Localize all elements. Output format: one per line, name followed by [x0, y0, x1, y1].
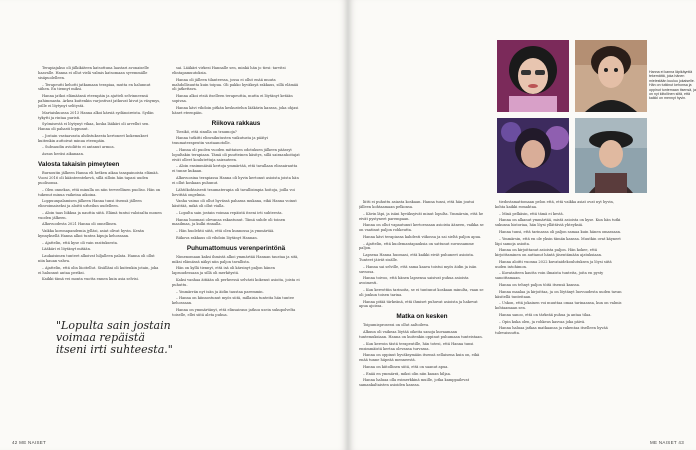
pullquote-text: "Lopulta sain jostain voimaa repäistä itseni irti suhteesta."	[56, 319, 173, 356]
left-col1-body	[38, 171, 162, 282]
paragraph: – Opin kuka olen, ja rohkeus kasvaa joka päivä.	[499, 319, 586, 324]
paragraph: Hanna toivoo, että hänen lapsensa saisivat puhua asioista avoimesti.	[359, 276, 469, 286]
paragraph: Nimenomaan kaksi ihmistä alkoi ymmärtää Hannan taustaa ja sitä, miksi elämässä näkyi niin paljon tavallista.	[172, 254, 299, 264]
paragraph: Hanna tunsi, että tarinassa oli paljon samaa kuin hänen omassaan.	[499, 229, 622, 234]
paragraph: Lääkäri ei löytänyt mitään.	[42, 247, 92, 252]
paragraph: Hanna alkoi etsiä itselleen terapeuttia, mutta ei löytänyt ketään sopivaa.	[172, 94, 293, 104]
right-page	[349, 0, 696, 450]
paragraph: – Hanna oli puolen vuoden mittaisen odotuksen jälkeen päässyt lopultakin terapiaan. Tämä oli puutteinen käsitys, sillä sairaanhoitajat eivät olleet koulutettuja sairauteen.	[172, 147, 300, 162]
paragraph: Hanna on ymmärtänyt, että elinsairaus jatkuu usein sukupolvelta toiselle, ellei siitä aleta puhua.	[172, 307, 296, 317]
heading-valosta: Valosta takaisin pimeyteen	[38, 161, 120, 169]
left-footer: 42 ME NAISET	[12, 440, 47, 445]
paragraph: Lapsena Hanna huomasi, että kaikki eivät puhuneet asioista. Tunteet jäivät sisälle.	[359, 253, 475, 263]
paragraph: Hanna tutkitti elinvaikutusten vaikutusta ja päätyi traumaterapeutin vastaanotolle.	[172, 136, 268, 146]
paragraph: Hanna haluaa jatkaa matkaansa ja rakentaa itselleen hyvää tulevaisuutta.	[495, 326, 608, 336]
paragraph: liitti ei puhuttu asiasta koskaan. Hanna tunsi, että hän joutui jälleen kohtaamaan pelkonsa.	[359, 200, 474, 209]
paragraph: – Subsaudin avioliitto ei antanut armoa.	[42, 145, 115, 150]
paragraph: Vaikka koronapandemia jylläsi, asiat olivat hyvin. Kesän kynnyksellä Hanna alkoi tuntea kipuja kehossaan.	[38, 229, 144, 239]
paragraph: – Hän huolehtii siitä, että olen kunnossa ja ymmärtää.	[176, 229, 275, 234]
paragraph: – Jostain vastaavasta ahdistuksesta kertoneet kokemukset kuitenkin auttoivat minua eteenpäin.	[38, 133, 149, 143]
paragraph: – Ymmärrän nyt isän ja äidin taustaa paremmin.	[176, 289, 264, 294]
paragraph: – Ajattelin, että kyse oli vain rasituksesta.	[42, 240, 119, 245]
paragraph: – Ymmärsin, että en ole yksin tämän kanssa. Muutkin ovat käyneet läpi samoja asioita.	[495, 236, 621, 246]
paragraph: Hanna aloitti vuonna 2022 kuvataidekoulutuksen ja löysi siitä uuden intohimon.	[495, 259, 612, 269]
photo-portrait-lower	[497, 118, 569, 193]
pullquote	[56, 320, 176, 356]
left-col2-intro	[172, 66, 300, 116]
paragraph: – Minä pelkäsin, että tämä ei kestä.	[499, 211, 564, 216]
paragraph: – Hanna sai selville, että sama kaava toistui myös äidin ja isän suvussa.	[359, 264, 477, 274]
paragraph: Loppuunpalamisen jälkeen Hanna tunsi itsensä jälleen elinvoimaiseksi ja aloitti urheilun uudelleen.	[38, 199, 142, 209]
paragraph: Hanna on kiitollinen siitä, että on saanut apua.	[363, 364, 449, 369]
paragraph: – Enää en ymmärrä, miksi olin niin kauan hiljaa.	[363, 371, 451, 376]
heading-riikova: Riikova rakkaus	[211, 119, 261, 127]
paragraph: – Hanna on kiinnostunut myös siitä, millaisia tunteita hän tuntee kehossaan.	[172, 296, 295, 306]
left-column-2	[172, 66, 300, 421]
left-page	[0, 0, 347, 450]
paragraph: Hanna on tehnyt paljon töitä itsensä kanssa.	[499, 283, 581, 288]
paragraph: Avaus heräsi aikanaan.	[42, 152, 85, 157]
paragraph: Tiesikö, että sinulla on traumoja?	[176, 129, 237, 134]
right-cola-body	[359, 323, 485, 388]
photo-portrait-top	[497, 40, 569, 112]
paragraph: – Aloin taas liikkua ja nauttia siitä. Elämä tuntui valoisalta monen vuoden jälkeen.	[38, 210, 162, 220]
paragraph: – Uskon, että jokainen voi muuttaa omaa tarinaansa, kun on valmis kohtaamaan sen.	[495, 301, 622, 311]
paragraph: Vanha vaimo oli ollut hyvässä pahassa mukana, eikä Hanna voinut käsittää, mikä oli ollut vialla.	[172, 199, 297, 209]
paragraph: Hanna kävi terapiassa kahdesti viikossa ja sai sieltä paljon apua.	[363, 234, 482, 239]
paragraph: Riikova rakkaus oli vihdoin löytänyt Hannan.	[176, 235, 258, 240]
paragraph: Hanna jatkoi elämäänsä eteenpäin ja ajatteli selvinneensä pahimmasta. Arkea kuitenkin varjostivat jatkuvat kivut ja väsymys, joille ei löytynyt selitystä.	[38, 94, 161, 108]
right-cola-intro	[359, 200, 485, 309]
paragraph: Alkuvuosina terapiassa Hanna oli hyvin kertonut asioista joista hän ei ollut koskaan puhunut.	[172, 175, 299, 185]
paragraph: Syömisestä ei löytynyt vikaa, koska lääkäri oli arvellut sen. Hanna oli pahasti loppunut.	[38, 122, 150, 132]
paragraph: – Kävin läpi, ja isäni hyväksyivät minut lopulta. Ymmärsin, että he eivät pystyneet parempaan.	[359, 211, 484, 221]
paragraph: Terapiajakso oli jälkikäteen katsottuna laastari avonaiselle haavalle. Hanna ei ollut vielä valmis katsomaan syvemmälle sisäpuolelleen.	[38, 66, 149, 80]
right-colb-body	[495, 200, 623, 336]
heading-matka: Matka on kesken	[396, 313, 448, 321]
paragraph: – Terapeutti kehotti jatkamaan terapiaa, mutta en halunnut siihen. En tiennyt miksi.	[38, 82, 151, 92]
photo-caption: Hanna ei kanna läpikäyntiä tekemättä, joka hänen mielestään kuuluu jokaiselle. Hän on tutkinut kehonsa ja oppinut tuntemaan itsensä, ja on nyt kiitollinen siitä, että kaikki on mennyt hyvin.	[649, 70, 696, 101]
paragraph: – Kun kerroin tästä terapeutille, hän totesi, että Hanna tunsi ensimmäistä kertaa olevansa turvassa.	[359, 341, 474, 351]
right-column-a	[359, 200, 485, 425]
paragraph: Burnoutin jälkeen Hanna eli hetken aikaa tasapainoista elämää. Vuosi 2016 oli käänteentekevä, sillä silloin hän tapasi uuden puolisonsa.	[38, 171, 159, 185]
paragraph: – Ajattelin, että olin liioitellut. Sisälläni oli kuitenkin jotain, joka ei halunnut antaa periksi.	[38, 265, 159, 275]
paragraph: – Kuvataiteen kautta voin ilmaista tunteita, joita en pysty sanoittamaan.	[495, 271, 604, 281]
paragraph: tiedostamattomaan pelon että, että vaikka asiat ovat nyt hyvin, kohta kaikki romahtaa.	[495, 200, 614, 209]
paragraph: Hanna haluaa olla esimerkkinä muille, jotka kamppailevat samankaltaisten asioiden kanssa.	[359, 378, 470, 388]
paragraph: – Ajattelin, että kuolemantapauksia on sattunut suvussamme paljon.	[359, 241, 474, 251]
paragraph: Hanna sanoo, että on tärkeää puhua ja antaa tilaa.	[499, 312, 592, 317]
right-footer: ME NAISET 43	[649, 440, 684, 445]
paragraph: Martaiskuussa 2013 Hanna alkoi kärsiä sydänoireista. Sydän tykytti ja rintaa puristi.	[38, 110, 154, 120]
paragraph: Hanna on oppinut hyväksymään itsensä sellaisena kuin on, eikä enää tunne häpeää menneestä.	[359, 353, 480, 363]
heading-puhumattomuus: Puhumattomuus verenperintönä	[186, 244, 286, 252]
paragraph: Hän on kyllä tiennyt, että isä oli kärsinyt paljon hänen lapsuudessaan ja sillä oli merkitystä.	[172, 266, 275, 276]
photo-portrait-hat	[575, 118, 647, 193]
paragraph: Alkuun oli vaikeaa löytää oikeita sanoja kuvaamaan tuntemuksiaan. Hanna on kuitenkin oppinut puhumaan tunteistaan.	[359, 330, 483, 339]
paragraph: Hanna huomasi olevansa rakastunut. Tämä suhde oli toinen maailmaa, ja kulki rinnalla.	[172, 217, 286, 227]
paragraph: – Aloin ensimmäisiä kertoja ymmärtää, että tavallaan elinsairautta ei tunne kukaan.	[172, 164, 298, 174]
paragraph: – Olen onnekas, että minulla on niin terveellinen puoliso. Hän on tukenut minua vaikeina aikoina.	[38, 187, 161, 197]
right-column-c	[631, 200, 686, 425]
paragraph: Kaikki tämä vei monta vuotta ennen kuin asia selvisi.	[42, 277, 139, 282]
paragraph: sai. Lääkäri virkesi Hannalle sen, minkä hän jo tiesi: tarvitsi elintapamuutoksia.	[172, 66, 286, 75]
left-col2-body2	[172, 255, 300, 318]
paragraph: – Lopulta sain jostain voimaa repäistä itseni irti suhteesta.	[176, 210, 283, 215]
left-col2-body	[172, 130, 300, 241]
paragraph: Alkuvuodesta 2021 Hanna oli onnellinen.	[42, 222, 118, 227]
left-col1-intro	[38, 66, 162, 157]
paragraph: Laukaisimen tunteet alkoivat hiljalleen palata. Hanna oli ollut niin kauan vahva.	[38, 254, 155, 264]
right-column-b	[495, 200, 623, 425]
left-column-1	[38, 66, 162, 421]
paragraph: Lähtökohtaisesti traumaterapia oli tavallisimpia hoitoja, joilla voi lievittää ongelmia.	[172, 187, 295, 197]
paragraph: Hanna kävi vihdoin pitkän keskustelun lääkärin kanssa, joka ohjasi hänet eteenpäin.	[172, 105, 299, 115]
paragraph: Hanna on kirjoittanut asioista paljon. Hän kokee, että kirjoittaminen on auttanut häntä jäsentämään ajatuksiaan.	[495, 248, 603, 258]
paragraph: – Kun kerrottiin tarinoita, se ei tuntunut koskaan minulta, vaan se oli jonkun toisen tarina.	[359, 287, 484, 297]
paragraph: Hanna pitää tärkeänä, että ihmiset puhuvat asioista ja hakevat apua ajoissa.	[359, 299, 478, 309]
paragraph: Hanna on alkanut ymmärtää, mistä asioista on kyse. Kun hän tutki sukunsa historiaa, hän löysi yllättäviä yhteyksiä.	[495, 218, 621, 228]
paragraph: Hanna oli jälleen tilanteessa, jossa ei ollut enää muuta mahdollisuutta kuin toipua. Oli pakko hyväksyä rakkaus, sillä elämää oli jatkettava.	[172, 77, 299, 92]
paragraph: Toipumisprosessi on ollut aaltoileva.	[363, 323, 430, 328]
paragraph: Hanna on ollut vapautunut kertoessaan asioista ääneen, vaikka se on vaatinut paljon rohkeutta.	[359, 223, 484, 233]
photo-portrait-right	[575, 40, 647, 112]
paragraph: Kaksi vanhaa äitiään oli perheessä selvästi kokenut asioita, joista ei puhuttu.	[172, 277, 300, 287]
paragraph: Hanna maalaa ja kirjoittaa, ja on löytänyt luovuudesta uuden tavan käsitellä tunteitaan.	[495, 289, 622, 299]
